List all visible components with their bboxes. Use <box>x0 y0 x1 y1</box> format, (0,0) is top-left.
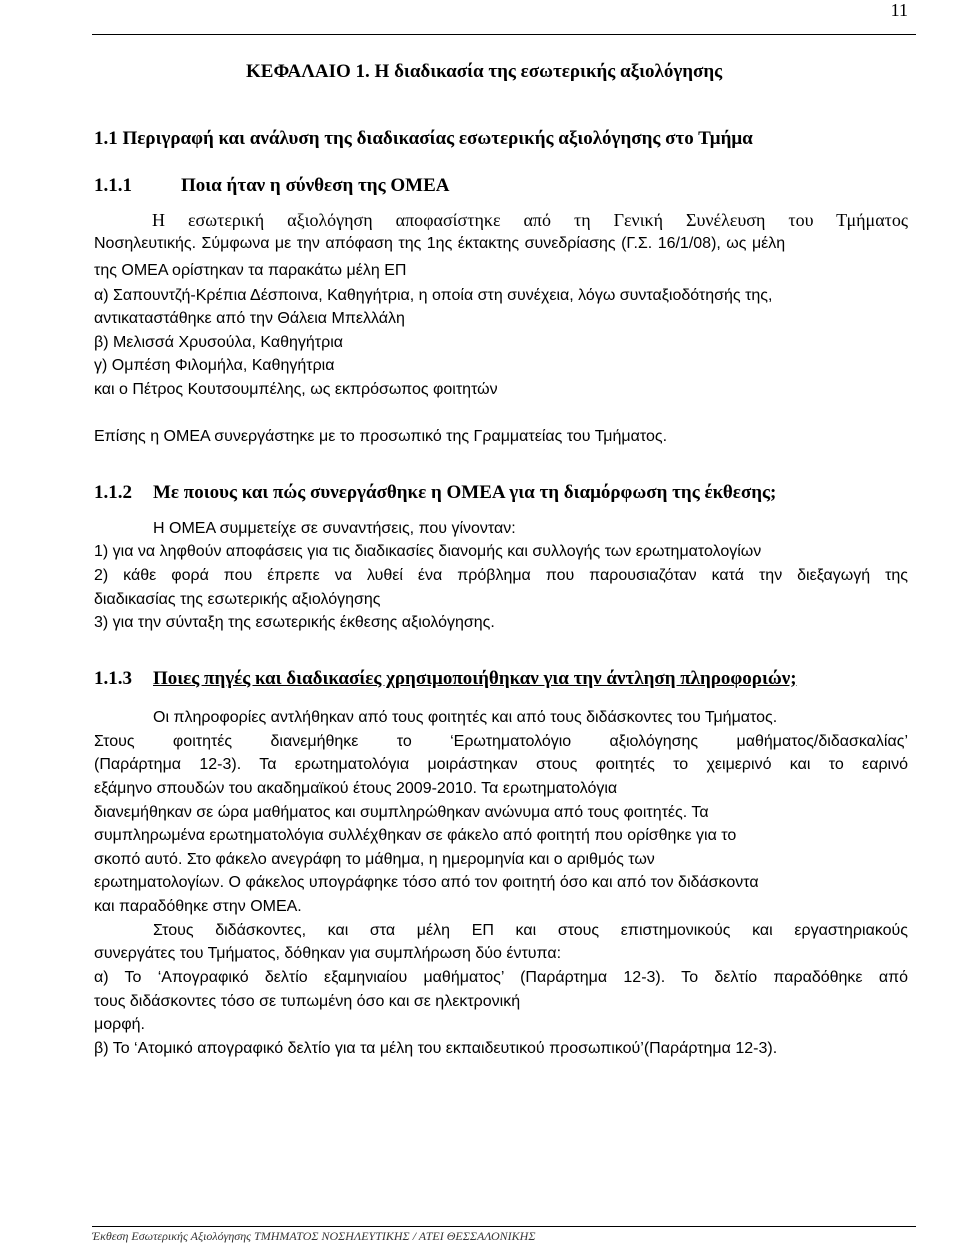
paragraph-line: (Παράρτημα 12-3). Τα ερωτηματολόγια μοιράστηκαν στους φοιτητές το χειμερινό και το εαρινό <box>94 756 908 773</box>
subsection-title-1-1-1: Ποια ήταν η σύνθεση της ΟΜΕΑ <box>181 175 450 196</box>
paragraph-line: 2) κάθε φορά που έπρεπε να λυθεί ένα πρόβλημα που παρουσιαζόταν κατά την διεξαγωγή της <box>94 567 908 584</box>
subsection-number-1-1-2: 1.1.2 <box>94 482 132 503</box>
subsection-number-1-1-3: 1.1.3 <box>94 668 132 689</box>
paragraph-line: διανεμήθηκαν σε ώρα μαθήματος και συμπληρώθηκαν ανώνυμα από τους φοιτητές. Τα <box>94 804 709 821</box>
paragraph-line: και παραδόθηκε στην ΟΜΕΑ. <box>94 898 302 915</box>
paragraph-line: α) Το ‘Απογραφικό δελτίο εξαμηνιαίου μαθήματος’ (Παράρτημα 12-3). Το δελτίο παραδόθηκε από <box>94 969 908 986</box>
chapter-title: ΚΕΦΑΛΑΙΟ 1. Η διαδικασία της εσωτερικής αξιολόγησης <box>246 61 723 82</box>
paragraph-line: ερωτηματολογίων. Ο φάκελος υπογράφηκε τόσο από τον φοιτητή όσο και από τον διδάσκοντα <box>94 874 759 891</box>
paragraph-line: τους διδάσκοντες τόσο σε τυπωμένη όσο και σε ηλεκτρονική <box>94 993 521 1010</box>
paragraph-line: αντικαταστάθηκε από την Θάλεια Μπελλάλη <box>94 310 405 327</box>
subsection-number-1-1-1: 1.1.1 <box>94 175 132 196</box>
subsection-title-1-1-3: Ποιες πηγές και διαδικασίες χρησιμοποιήθηκαν για την άντληση πληροφοριών; <box>153 668 797 689</box>
section-title: 1.1 Περιγραφή και ανάλυση της διαδικασίας εσωτερικής αξιολόγησης στο Τμήμα <box>94 128 753 149</box>
paragraph-line: μορφή. <box>94 1016 145 1033</box>
paragraph-line: 3) για την σύνταξη της εσωτερικής έκθεσης αξιολόγησης. <box>94 614 495 631</box>
paragraph-line: συμπληρωμένα ερωτηματολόγια συλλέχθηκαν σε φάκελο από φοιτητή που ορίσθηκε για το <box>94 827 737 844</box>
paragraph-line: της ΟΜΕΑ ορίστηκαν τα παρακάτω μέλη ΕΠ <box>94 262 407 279</box>
paragraph-line: Στους διδάσκοντες, και στα μέλη ΕΠ και στους επιστημονικούς και εργαστηριακούς <box>153 922 908 939</box>
paragraph-line: Νοσηλευτικής. Σύμφωνα με την απόφαση της 1ης έκτακτης συνεδρίασης (Γ.Σ. 16/1/08), ως μέλη <box>94 235 786 252</box>
page-number: 11 <box>890 0 908 20</box>
page-footer: Έκθεση Εσωτερικής Αξιολόγησης ΤΜΗΜΑΤΟΣ ΝΟΣΗΛΕΥΤΙΚΗΣ / ΑΤΕΙ ΘΕΣΣΑΛΟΝΙΚΗΣ <box>92 1229 536 1243</box>
paragraph-line: β) Το ‘Ατομικό απογραφικό δελτίο για τα μέλη του εκπαιδευτικού προσωπικού’(Παράρτημα 12-3). <box>94 1040 778 1057</box>
paragraph-line: Επίσης η ΟΜΕΑ συνεργάστηκε με το προσωπικό της Γραμματείας του Τμήματος. <box>94 428 668 445</box>
paragraph-line: β) Μελισσά Χρυσούλα, Καθηγήτρια <box>94 334 344 351</box>
paragraph-line: διαδικασίας της εσωτερικής αξιολόγησης <box>94 591 381 608</box>
paragraph-line: Η ΟΜΕΑ συμμετείχε σε συναντήσεις, που γίνονταν: <box>153 520 516 537</box>
footer-rule <box>92 1226 916 1227</box>
paragraph-line: α) Σαπουντζή-Κρέπια Δέσποινα, Καθηγήτρια, η οποία στη συνέχεια, λόγω συνταξιοδότησής της, <box>94 287 773 304</box>
paragraph-line: 1) για να ληφθούν αποφάσεις για τις διαδικασίες διανομής και συλλογής των ερωτηματολογίων <box>94 543 762 560</box>
paragraph-line: Οι πληροφορίες αντλήθηκαν από τους φοιτητές και από τους διδάσκοντες του Τμήματος. <box>153 709 778 726</box>
subsection-title-1-1-2: Με ποιους και πώς συνεργάσθηκε η ΟΜΕΑ για τη διαμόρφωση της έκθεσης; <box>153 482 777 503</box>
paragraph-line: γ) Ομπέση Φιλομήλα, Καθηγήτρια <box>94 357 335 374</box>
paragraph-line: Στους φοιτητές διανεμήθηκε το ‘Ερωτηματολόγιο αξιολόγησης μαθήματος/διδασκαλίας’ <box>94 733 908 750</box>
paragraph-line: και ο Πέτρος Κουτσουμπέλης, ως εκπρόσωπος φοιτητών <box>94 381 498 398</box>
paragraph-line: συνεργάτες του Τμήματος, δόθηκαν για συμπλήρωση δύο έντυπα: <box>94 945 562 962</box>
paragraph-line: εξάμηνο σπουδών του ακαδημαϊκού έτους 2009-2010. Τα ερωτηματολόγια <box>94 780 618 797</box>
header-rule <box>92 34 916 35</box>
paragraph-line: σκοπό αυτό. Στο φάκελο ανεγράφη το μάθημα, η ημερομηνία και ο αριθμός των <box>94 851 655 868</box>
paragraph-line: Η εσωτερική αξιολόγηση αποφασίστηκε από τη Γενική Συνέλευση του Τμήματος <box>152 210 908 230</box>
